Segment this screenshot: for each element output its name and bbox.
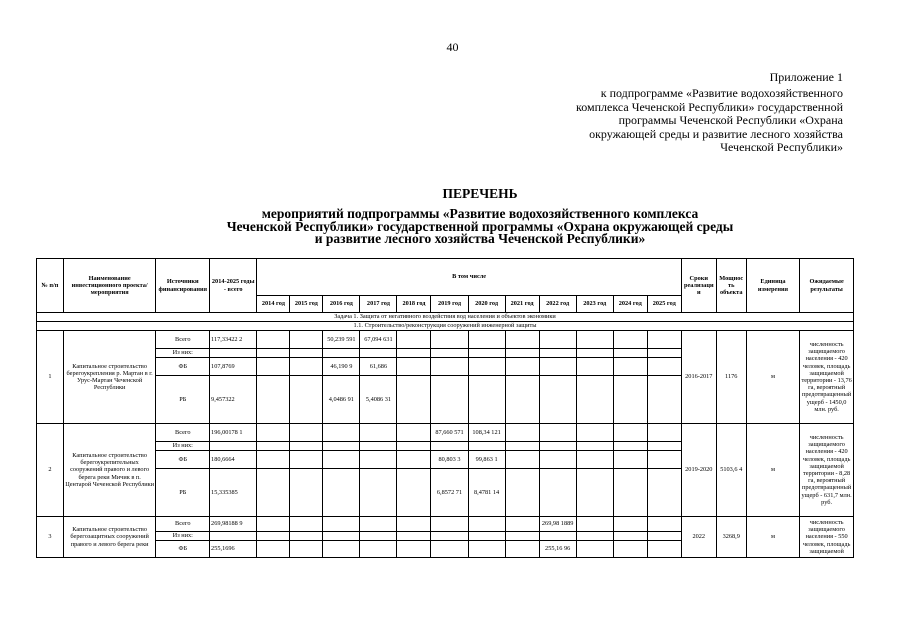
year-amount [397,532,431,541]
year-amount [397,517,431,532]
year-amount [468,376,505,424]
year-amount [431,517,468,532]
header-unit: Единица измерения [746,259,800,313]
total-amount: 117,33422 2 [210,331,257,349]
year-amount [468,349,505,358]
year-amount: 99,863 1 [468,451,505,469]
year-amount [431,358,468,376]
measure-unit: м [746,424,800,517]
table-row [37,424,854,442]
funding-source: ФБ [156,451,210,469]
year-amount [468,331,505,349]
year-amount [360,424,397,442]
year-amount [360,451,397,469]
year-amount [431,541,468,558]
year-amount [360,541,397,558]
year-amount [468,358,505,376]
year-amount [431,349,468,358]
row-number: 3 [37,517,64,558]
year-header: 2023 год [576,296,613,313]
year-amount [257,358,290,376]
funding-source: ФБ [156,541,210,558]
year-amount [576,541,613,558]
year-amount [468,541,505,558]
year-amount [505,358,539,376]
year-amount [397,442,431,451]
year-header: 2020 год [468,296,505,313]
year-amount [257,517,290,532]
funding-source: Из них: [156,532,210,541]
year-amount [323,442,360,451]
year-amount [613,517,647,532]
year-amount [360,442,397,451]
year-amount [647,349,681,358]
implementation-term: 2016-2017 [681,331,716,424]
year-amount [647,442,681,451]
year-amount [290,469,323,517]
year-amount [539,424,576,442]
year-amount [397,376,431,424]
year-amount [257,469,290,517]
year-amount: 108,34 121 [468,424,505,442]
header-including: В том числе [257,259,681,296]
year-amount [576,532,613,541]
year-header: 2018 год [397,296,431,313]
year-amount [290,358,323,376]
year-amount [613,469,647,517]
header-results: Ожидаемые результаты [800,259,854,313]
year-amount: 269,98 1889 [539,517,576,532]
year-amount [613,358,647,376]
year-amount [647,424,681,442]
year-header: 2016 год [323,296,360,313]
year-amount [613,442,647,451]
expected-results: численность защищаемого населения - 420 человек, площадь защищаемой территории - 13,76 га, вероятный предотвращенный ущерб - 1450,0 млн. руб. [800,331,854,424]
year-amount [647,376,681,424]
subtitle-line: комплекса Чеченской Республики» государственной [576,99,843,114]
object-capacity: 5103,6 4 [716,424,746,517]
year-amount [290,517,323,532]
year-amount [290,442,323,451]
expected-results: численность защищаемого населения - 550 человек, площадь защищаемой [800,517,854,558]
year-amount [613,376,647,424]
year-amount [647,331,681,349]
project-name: Капитальное строительство берегоукрепительных сооружений правого и левого берега реки Мичик в п. Центарой Чеченской Республики [63,424,156,517]
year-amount [576,469,613,517]
year-amount [505,424,539,442]
year-amount [539,358,576,376]
year-amount [647,532,681,541]
year-header: 2015 год [290,296,323,313]
year-amount [647,451,681,469]
year-amount: 4,0486 91 [323,376,360,424]
year-header: 2019 год [431,296,468,313]
year-amount [613,451,647,469]
year-amount [323,541,360,558]
year-amount [323,349,360,358]
year-amount [647,517,681,532]
year-amount: 5,4086 31 [360,376,397,424]
year-amount [397,541,431,558]
year-amount [539,349,576,358]
total-amount: 15,335385 [210,469,257,517]
document-title: ПЕРЕЧЕНЬ [442,186,518,201]
subtitle-line: программы Чеченской Республики «Охрана [618,113,843,127]
year-amount [360,532,397,541]
subtitle-line: окружающей среды и развитие лесного хозяйства [589,126,843,141]
year-amount [257,331,290,349]
year-amount [505,331,539,349]
year-amount [323,469,360,517]
year-header: 2014 год [257,296,290,313]
year-amount [431,532,468,541]
year-amount [257,451,290,469]
year-amount [323,532,360,541]
year-amount [323,517,360,532]
funding-source: Всего [156,517,210,532]
funding-source: Из них: [156,442,210,451]
year-amount [613,424,647,442]
year-amount [431,442,468,451]
year-amount: 6,8572 71 [431,469,468,517]
funding-source: Всего [156,424,210,442]
document-heading [0,208,905,246]
subtitle-line: Чеченской Республики» [720,140,843,154]
year-amount [647,541,681,558]
year-amount [576,376,613,424]
total-amount: 255,1696 [210,541,257,558]
year-amount [257,376,290,424]
funding-source: РБ [156,376,210,424]
year-amount [257,442,290,451]
funding-source: РБ [156,469,210,517]
year-amount [290,424,323,442]
year-amount [576,517,613,532]
year-amount [290,376,323,424]
subtitle-line: к подпрограмме «Развитие водохозяйственного [600,86,843,100]
project-name: Капитальное строительство берегоукрепления р. Мартан в г. Урус-Мартан Чеченской Республики [63,331,156,424]
year-amount [539,442,576,451]
year-amount [505,349,539,358]
heading-line: мероприятий подпрограммы «Развитие водохозяйственного комплекса [261,206,699,221]
year-amount [468,442,505,451]
year-amount [290,349,323,358]
year-header: 2024 год [613,296,647,313]
year-amount [505,451,539,469]
year-amount [505,376,539,424]
appendix-subtitle [483,87,843,155]
year-amount [468,517,505,532]
year-amount [397,451,431,469]
project-name: Капитальное строительство берегозащитных сооружений правого и левого берега реки [63,517,156,558]
year-amount [613,331,647,349]
header-source: Источники финансирования [156,259,210,313]
year-amount [323,424,360,442]
year-amount [257,424,290,442]
year-amount [576,451,613,469]
year-amount [505,541,539,558]
year-amount [397,331,431,349]
year-amount [505,532,539,541]
total-amount: 269,98188 9 [210,517,257,532]
year-amount [613,541,647,558]
year-amount: 87,660 571 [431,424,468,442]
table-row [37,331,854,349]
total-amount [210,442,257,451]
funding-source: ФБ [156,358,210,376]
year-amount [397,349,431,358]
year-header: 2025 год [647,296,681,313]
year-amount [613,349,647,358]
year-amount [397,469,431,517]
year-amount [323,451,360,469]
year-amount [431,331,468,349]
year-amount [397,424,431,442]
year-amount [505,517,539,532]
total-amount: 196,00178 1 [210,424,257,442]
year-header: 2022 год [539,296,576,313]
total-amount: 107,8769 [210,358,257,376]
header-total: 2014-2025 годы - всего [210,259,257,313]
year-amount [397,358,431,376]
heading-line: Чеченской Республики» государственной программы «Охрана окружающей среды [226,218,734,234]
year-amount [290,532,323,541]
year-amount [539,451,576,469]
year-amount [257,349,290,358]
header-name: Наименование инвестиционного проекта/мероприятия [63,259,156,313]
year-amount [360,349,397,358]
year-amount [576,442,613,451]
year-amount [576,424,613,442]
year-amount: 46,190 9 [323,358,360,376]
year-amount [290,331,323,349]
year-header: 2021 год [505,296,539,313]
total-amount [210,349,257,358]
total-amount: 9,457322 [210,376,257,424]
appendix-label: Приложение 1 [769,70,843,84]
total-amount [210,532,257,541]
year-amount [290,541,323,558]
year-amount [360,517,397,532]
year-amount: 61,686 [360,358,397,376]
section-row: 1.1. Строительство/реконструкция сооружений инженерной защиты [37,322,854,331]
year-amount [647,358,681,376]
year-header: 2017 год [360,296,397,313]
object-capacity: 3268,9 [716,517,746,558]
year-amount [468,532,505,541]
table-row [37,517,854,532]
year-amount [539,469,576,517]
measure-unit: м [746,517,800,558]
year-amount: 8,4781 14 [468,469,505,517]
header-num: № п/п [37,259,64,313]
expected-results: численность защищаемого населения - 420 человек, площадь защищаемой территории - 8,28 га, вероятный предотвращенный ущерб - 631,7 млн. руб. [800,424,854,517]
funding-source: Всего [156,331,210,349]
header-capacity: Мощность объекта [716,259,746,313]
year-amount [539,331,576,349]
measure-unit: м [746,331,800,424]
year-amount: 255,16 96 [539,541,576,558]
heading-line: и развитие лесного хозяйства Чеченской Республики» [314,231,646,246]
implementation-term: 2022 [681,517,716,558]
year-amount [539,532,576,541]
object-capacity: 1176 [716,331,746,424]
page-number: 40 [446,40,459,54]
year-amount [576,358,613,376]
row-number: 2 [37,424,64,517]
year-amount [576,349,613,358]
year-amount [505,469,539,517]
row-number: 1 [37,331,64,424]
year-amount: 50,239 591 [323,331,360,349]
year-amount [647,469,681,517]
year-amount [360,469,397,517]
year-amount: 80,803 3 [431,451,468,469]
total-amount: 180,6664 [210,451,257,469]
measures-table [36,258,854,558]
year-amount [290,451,323,469]
year-amount [257,541,290,558]
header-term: Сроки реализации [681,259,716,313]
year-amount [505,442,539,451]
year-amount [257,532,290,541]
year-amount: 67,094 631 [360,331,397,349]
year-amount [539,376,576,424]
task-row: Задача 1. Защита от негативного воздействия вод населения и объектов экономики [37,313,854,322]
year-amount [431,376,468,424]
year-amount [613,532,647,541]
funding-source: Из них: [156,349,210,358]
implementation-term: 2019-2020 [681,424,716,517]
year-amount [576,331,613,349]
